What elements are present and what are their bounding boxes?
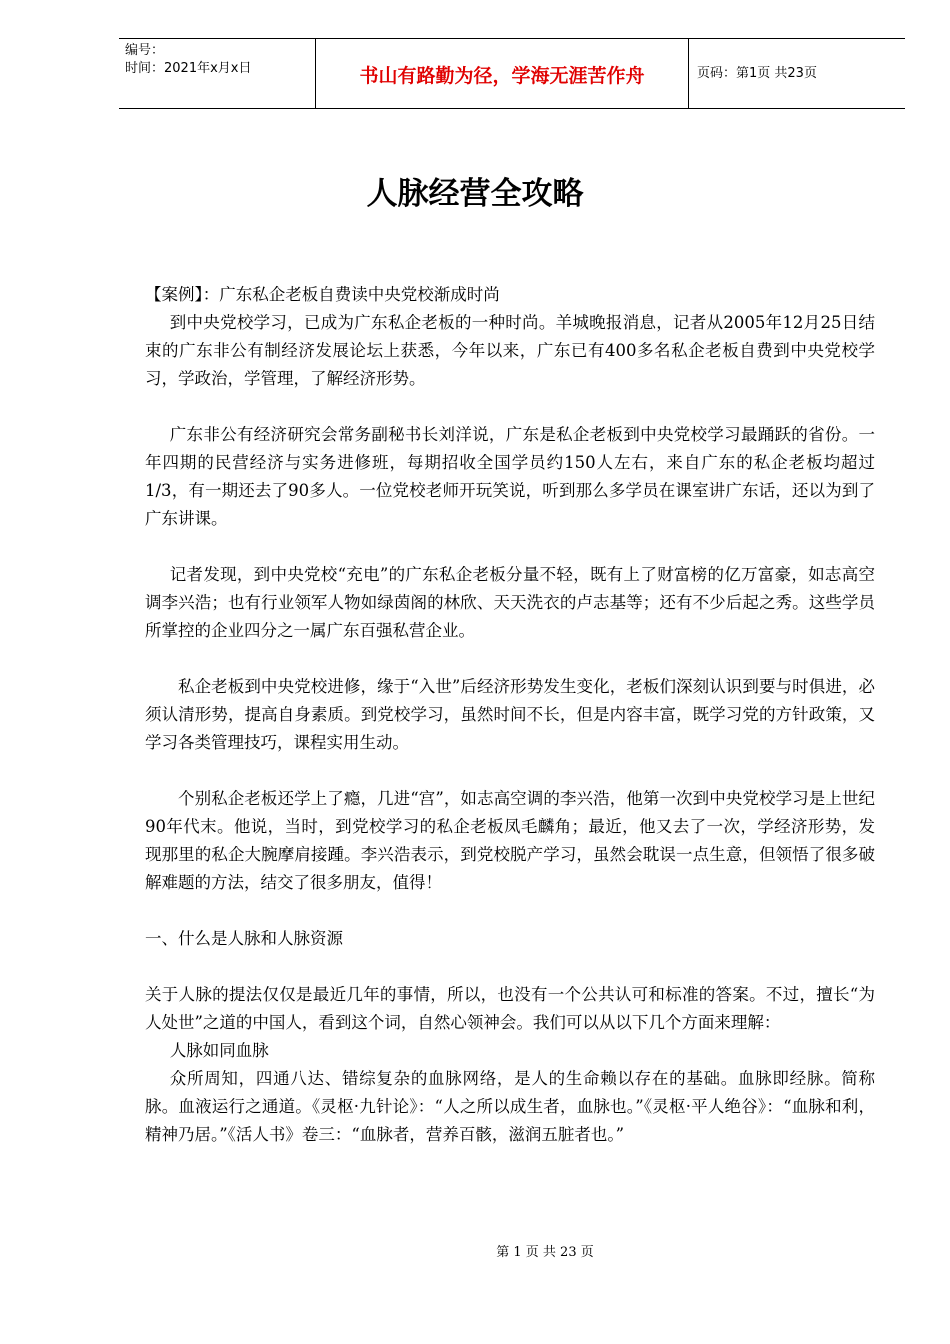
page-header	[119, 38, 905, 109]
document-time-label: 时间：2021年x月x日	[125, 61, 252, 76]
case-heading: 【案例】：广东私企老板自费读中央党校渐成时尚	[145, 285, 500, 304]
paragraph: 个别私企老板还学上了瘾，几进“宫”，如志高空调的李兴浩，他第一次到中央党校学习是上世纪90年代末。他说，当时，到党校学习的私企老板凤毛麟角；最近，他又去了一次，学经济形势，发现那里的私企大腕摩肩接踵。李兴浩表示，到党校脱产学习，虽然会耽误一点生意，但领悟了很多破解难题的方法，结交了很多朋友，值得！	[145, 789, 875, 892]
paragraph: 到中央党校学习，已成为广东私企老板的一种时尚。羊城晚报消息，记者从2005年12月25日结束的广东非公有制经济发展论坛上获悉，今年以来，广东已有400多名私企老板自费到中央党校学习，学政治，学管理，了解经济形势。	[145, 313, 875, 388]
header-page-info: 页码：第1页 共23页	[697, 66, 817, 81]
page-footer: 第 1 页 共 23 页	[496, 1245, 594, 1260]
header-meta-cell	[119, 39, 316, 108]
paragraph: 广东非公有经济研究会常务副秘书长刘洋说，广东是私企老板到中央党校学习最踊跃的省份。一年四期的民营经济与实务进修班，每期招收全国学员约150人左右，来自广东的私企老板均超过1/3，有一期还去了90多人。一位党校老师开玩笑说，听到那么多学员在课室讲广东话，还以为到了广东讲课。	[145, 425, 875, 528]
paragraph: 关于人脉的提法仅仅是最近几年的事情，所以，也没有一个公共认可和标准的答案。不过，擅长“为人处世”之道的中国人，看到这个词，自然心领神会。我们可以从以下几个方面来理解：	[145, 985, 875, 1032]
header-page-cell	[689, 39, 905, 108]
header-motto-cell	[316, 39, 689, 108]
subheading: 人脉如同血脉	[169, 1041, 269, 1060]
document-body	[145, 281, 875, 1149]
paragraph: 众所周知，四通八达、错综复杂的血脉网络，是人的生命赖以存在的基础。血脉即经脉。简称脉。血液运行之通道。《灵枢·九针论》：“人之所以成生者，血脉也。”《灵枢·平人绝谷》：“血脉和利，精神乃居。”《活人书》卷三：“血脉者，营养百骸，滋润五脏者也。”	[145, 1069, 875, 1144]
document-title: 人脉经营全攻略	[366, 176, 584, 212]
document-number-label: 编号：	[125, 43, 165, 58]
header-motto: 书山有路勤为径，学海无涯苦作舟	[359, 65, 645, 87]
paragraph: 私企老板到中央党校进修，缘于“入世”后经济形势发生变化，老板们深刻认识到要与时俱进，必须认清形势，提高自身素质。到党校学习，虽然时间不长，但是内容丰富，既学习党的方针政策，又学习各类管理技巧，课程实用生动。	[145, 677, 875, 752]
section-heading: 一、什么是人脉和人脉资源	[145, 929, 343, 948]
paragraph: 记者发现，到中央党校“充电”的广东私企老板分量不轻，既有上了财富榜的亿万富豪，如志高空调李兴浩；也有行业领军人物如绿茵阁的林欣、天天洗衣的卢志基等；还有不少后起之秀。这些学员所掌控的企业四分之一属广东百强私营企业。	[145, 565, 875, 640]
